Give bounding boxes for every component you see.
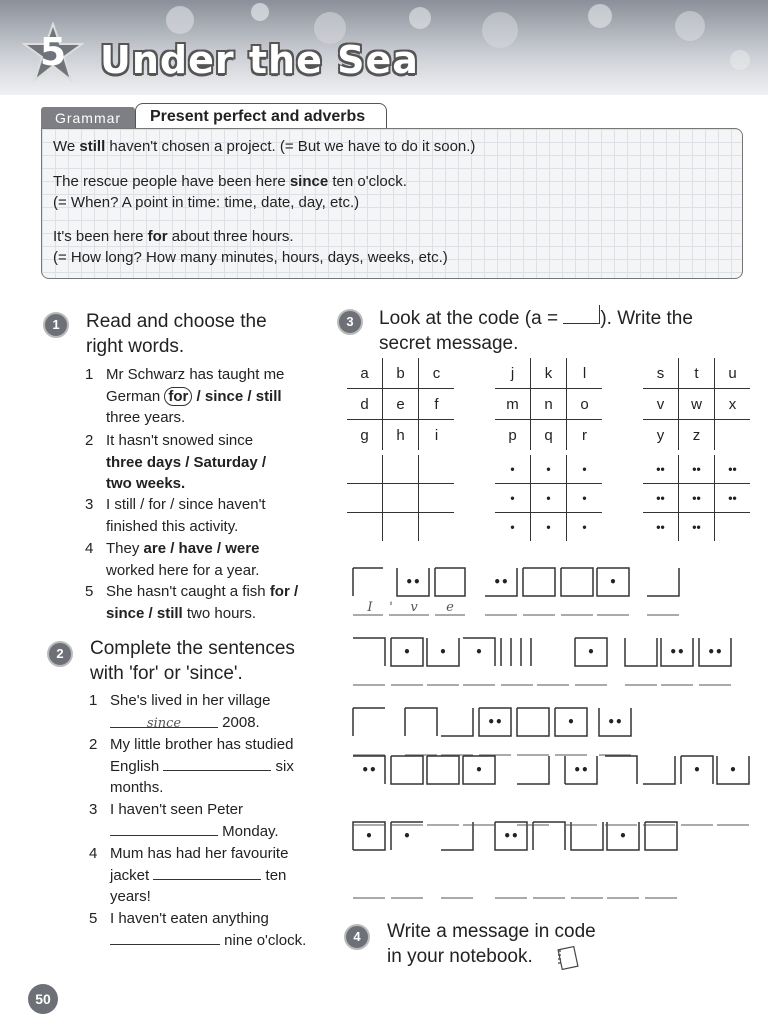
answer-blank[interactable] [163, 756, 271, 771]
ex1-item-1: 1 Mr Schwarz has taught me German for / since / still three years. [85, 366, 285, 426]
code-key-blank[interactable] [563, 305, 600, 324]
answer-blank[interactable]: since [110, 713, 218, 728]
notebook-icon [555, 944, 581, 972]
svg-text:•: • [475, 645, 483, 659]
unit-number: 5 [39, 30, 67, 74]
ex2-item-5: 5 I haven't eaten anything nine o'clock. [89, 910, 307, 949]
ex1-item-5: 5 She hasn't caught a fish for / since / still two hours. [85, 583, 299, 622]
svg-text:•: • [403, 645, 411, 659]
circled-answer: for [164, 387, 192, 406]
code-grid-a-i: a b c d e f g h i [347, 358, 454, 450]
exercise-2-title: Complete the sentences with 'for' or 'since'. [90, 638, 295, 684]
svg-text:••: •• [573, 763, 589, 777]
ex2-item-2: 2 My little brother has studied English six months. [89, 736, 294, 796]
code-grid-j-r: j k l m n o p q r [495, 358, 602, 450]
double-dot-code-grid: •• •• •• •• •• •• •• •• [643, 455, 750, 541]
svg-text:•: • [365, 829, 373, 843]
svg-text:••: •• [607, 715, 623, 729]
grammar-line-5: (= How long? How many minutes, hours, days, weeks, etc.) [53, 249, 448, 266]
answer-blank[interactable] [153, 865, 261, 880]
empty-code-grid [347, 455, 454, 541]
exercise-1-number: 1 [43, 312, 69, 338]
svg-text:•: • [693, 763, 701, 777]
grammar-tab: Grammar [41, 107, 135, 129]
svg-text:•: • [609, 575, 617, 589]
svg-text:••: •• [669, 645, 685, 659]
svg-text:•: • [729, 763, 737, 777]
exercise-1-title: Read and choose the right words. [86, 311, 267, 357]
code-grid-s-z: s t u v w x y z [643, 358, 750, 450]
answer-blank[interactable] [110, 821, 218, 836]
svg-text:•: • [475, 763, 483, 777]
svg-text:••: •• [405, 575, 421, 589]
page-number: 50 [28, 984, 58, 1014]
svg-text:••: •• [361, 763, 377, 777]
svg-text:••: •• [487, 715, 503, 729]
grammar-title: Present perfect and adverbs [135, 103, 387, 129]
unit-title: Under the Sea [100, 38, 419, 82]
ex1-item-4: 4 They are / have / were worked here for a year. [85, 540, 260, 579]
svg-text:•: • [587, 645, 595, 659]
svg-text:•: • [619, 829, 627, 843]
ex2-item-4: 4 Mum has had her favourite jacket ten years! [89, 845, 289, 905]
svg-text:•: • [567, 715, 575, 729]
unit-number-badge [22, 22, 84, 84]
ex2-item-3: 3 I haven't seen Peter Monday. [89, 801, 279, 840]
ex1-item-2: 2 It hasn't snowed since three days / Saturday / two weeks. [85, 432, 267, 492]
secret-answer-letter: ' [389, 600, 393, 615]
exercise-4-title: Write a message in code in your notebook. [387, 921, 596, 967]
svg-text:••: •• [707, 645, 723, 659]
grammar-line-1: We still haven't chosen a project. (= But we have to do it soon.) [53, 138, 476, 155]
grammar-line-4: It's been here for about three hours. [53, 228, 294, 245]
ex2-item-1: 1 She's lived in her village since 2008. [89, 692, 271, 731]
secret-answer-letter: I [367, 600, 373, 615]
grammar-line-2: The rescue people have been here since ten o'clock. [53, 173, 407, 190]
svg-text:••: •• [493, 575, 509, 589]
exercise-4-number: 4 [344, 924, 370, 950]
single-dot-code-grid: • • • • • • • • • [495, 455, 602, 541]
exercise-3-title: Look at the code (a = ). Write the secret message. [379, 305, 693, 356]
secret-answer-letter: v [410, 600, 418, 615]
svg-text:•: • [403, 829, 411, 843]
answer-blank[interactable] [110, 930, 220, 945]
exercise-3-number: 3 [337, 309, 363, 335]
grammar-line-3: (= When? A point in time: time, date, day, etc.) [53, 194, 360, 211]
secret-answer-letter: e [446, 600, 454, 615]
ex1-item-3: 3 I still / for / since haven't finished this activity. [85, 496, 266, 535]
exercise-2-number: 2 [47, 641, 73, 667]
svg-text:••: •• [503, 829, 519, 843]
svg-text:•: • [439, 645, 447, 659]
